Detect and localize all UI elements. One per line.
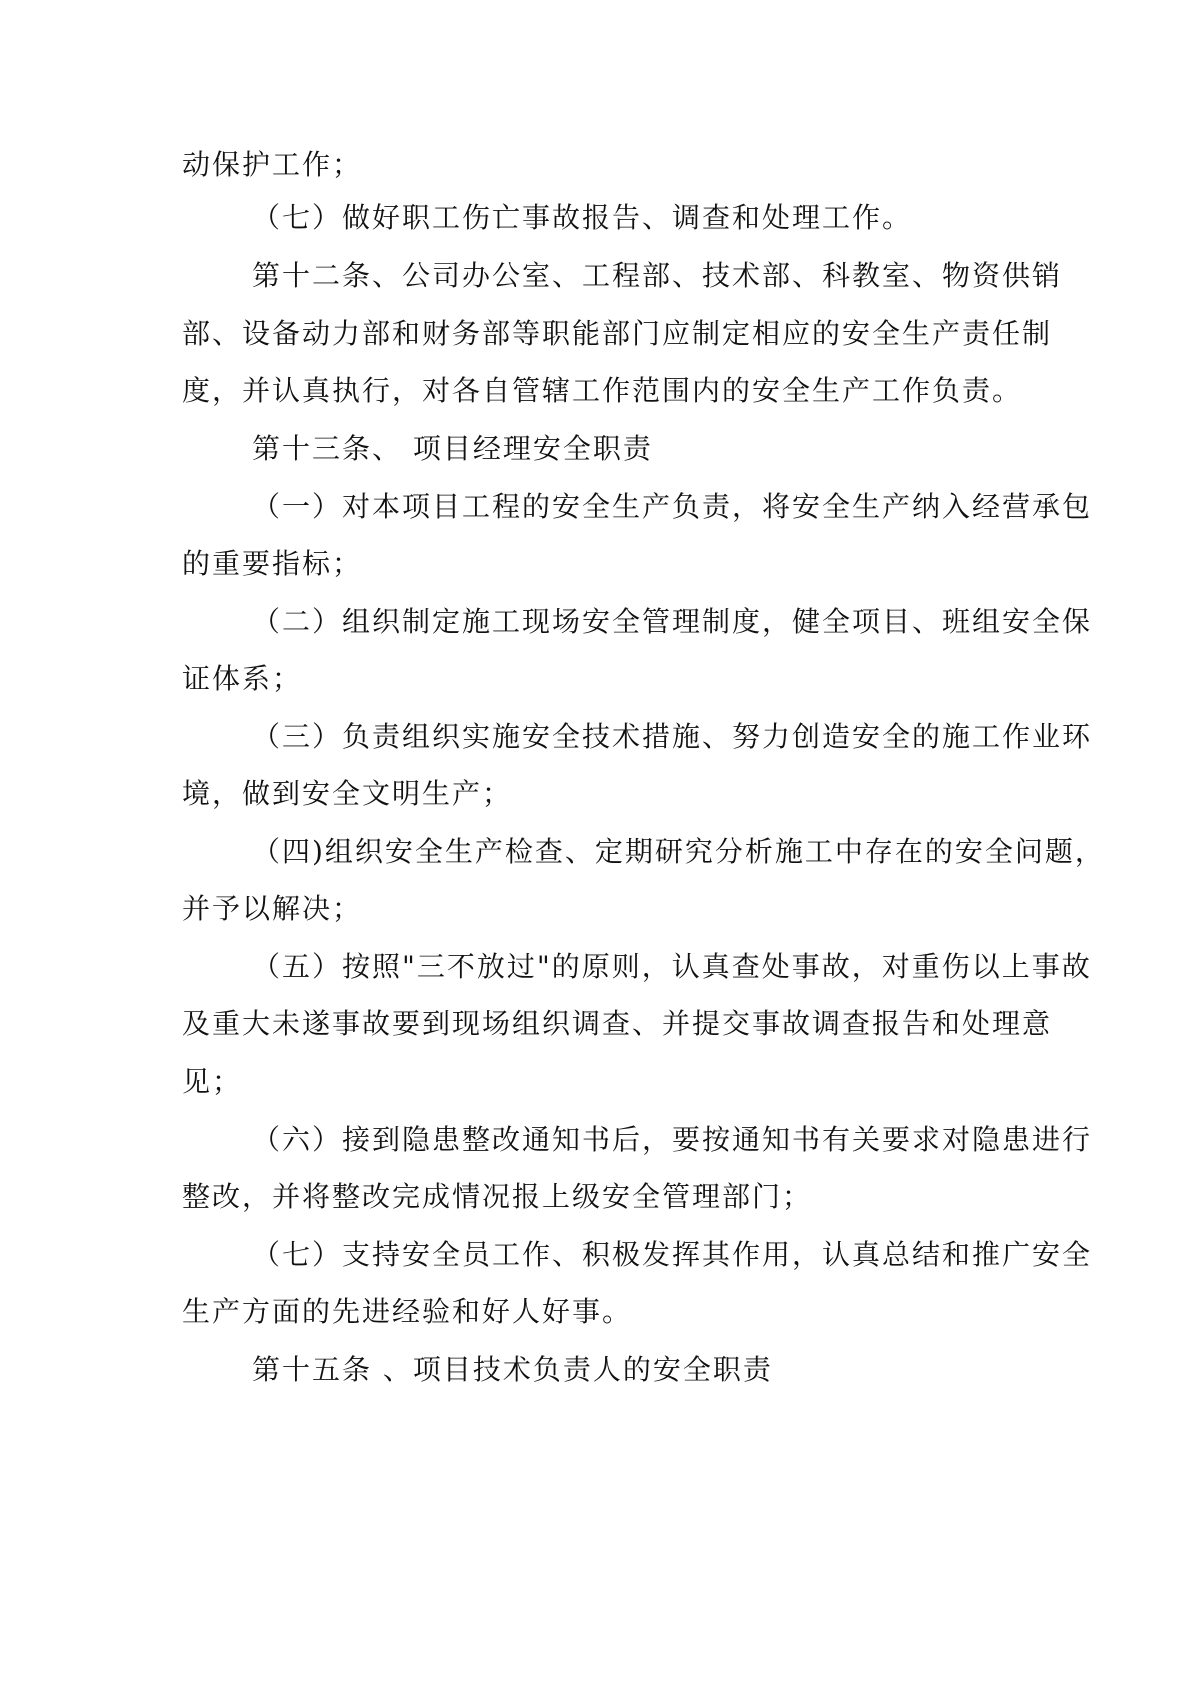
article-heading: 第十二条、公司办公室、工程部、技术部、科教室、物资供销 bbox=[252, 259, 1063, 292]
text-line: 及重大未遂事故要到现场组织调查、并提交事故调查报告和处理意 bbox=[182, 1007, 1053, 1040]
text-line: 生产方面的先进经验和好人好事。 bbox=[182, 1295, 633, 1328]
text-line: 的重要指标； bbox=[182, 547, 363, 580]
text-line: （四)组织安全生产检查、定期研究分析施工中存在的安全问题， bbox=[252, 835, 1105, 868]
text-line: 部、设备动力部和财务部等职能部门应制定相应的安全生产责任制 bbox=[182, 317, 1053, 350]
text-line: 境，做到安全文明生产； bbox=[182, 777, 513, 810]
text-line: 证体系； bbox=[182, 662, 303, 695]
text-line: （六）接到隐患整改通知书后，要按通知书有关要求对隐患进行 bbox=[252, 1123, 1093, 1156]
text-line: （一）对本项目工程的安全生产负责，将安全生产纳入经营承包 bbox=[252, 490, 1093, 523]
text-line: （五）按照"三不放过"的原则，认真查处事故，对重伤以上事故 bbox=[252, 950, 1092, 983]
text-line: 动保护工作； bbox=[182, 148, 363, 181]
text-line: （七）做好职工伤亡事故报告、调查和处理工作。 bbox=[252, 201, 913, 234]
text-line: 见； bbox=[182, 1065, 243, 1098]
text-line: （三）负责组织实施安全技术措施、努力创造安全的施工作业环 bbox=[252, 720, 1093, 753]
text-line: 整改，并将整改完成情况报上级安全管理部门； bbox=[182, 1180, 813, 1213]
text-line: （二）组织制定施工现场安全管理制度，健全项目、班组安全保 bbox=[252, 605, 1093, 638]
text-line: 度，并认真执行，对各自管辖工作范围内的安全生产工作负责。 bbox=[182, 374, 1023, 407]
article-heading: 第十三条、 项目经理安全职责 bbox=[252, 432, 653, 465]
text-line: （七）支持安全员工作、积极发挥其作用，认真总结和推广安全 bbox=[252, 1238, 1093, 1271]
text-line: 并予以解决； bbox=[182, 892, 363, 925]
article-heading: 第十五条 、项目技术负责人的安全职责 bbox=[252, 1353, 773, 1386]
